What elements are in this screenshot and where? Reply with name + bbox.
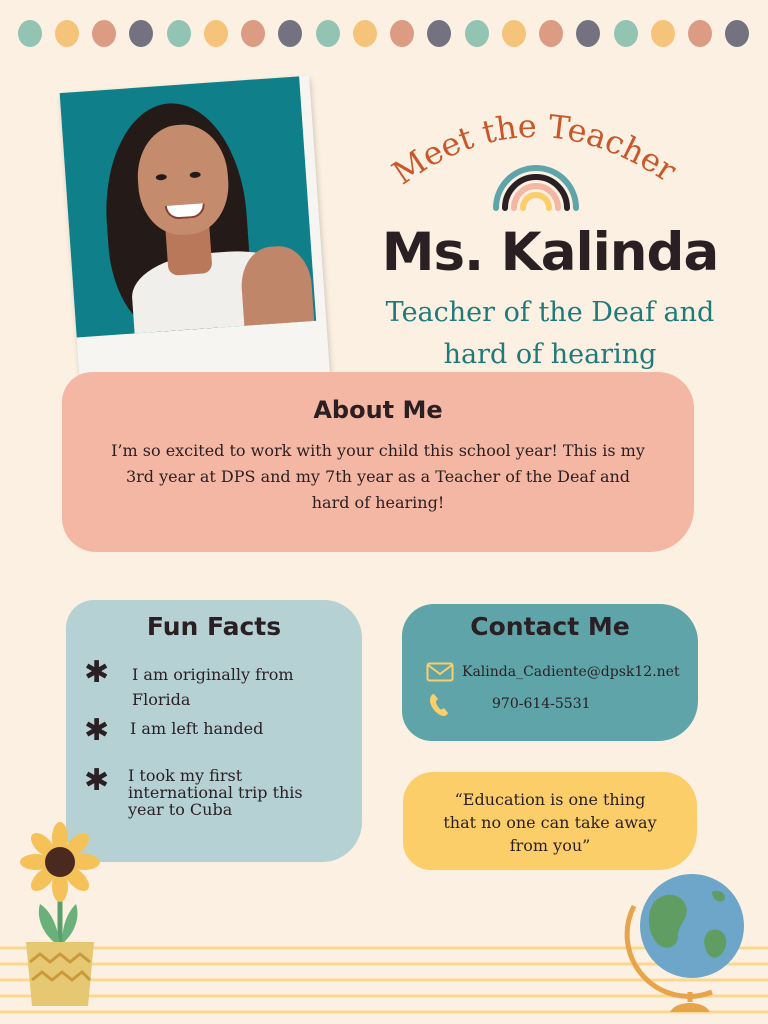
about-line-3: hard of hearing! (311, 493, 445, 512)
fun-fact-item (130, 716, 263, 741)
about-line-1: I’m so excited to work with your child this school year! This is my (111, 441, 645, 460)
dot (92, 20, 116, 47)
dot (129, 20, 153, 47)
role-line-2: hard of hearing (443, 339, 657, 370)
dot (241, 20, 265, 47)
contact-me-card (402, 604, 698, 741)
dot (353, 20, 377, 47)
globe-icon (620, 866, 756, 1016)
fun-facts-title: Fun Facts (146, 612, 282, 641)
svg-text:Meet the Teacher: Meet the Teacher (385, 106, 684, 193)
dot (725, 20, 749, 47)
dot (427, 20, 451, 47)
teacher-name: Ms. Kalinda (381, 222, 719, 283)
dot (204, 20, 228, 47)
dot (278, 20, 302, 47)
fun-fact-text: I took my first (128, 766, 243, 785)
dot (576, 20, 600, 47)
dot (502, 20, 526, 47)
fun-fact-text: I am originally from (132, 665, 294, 684)
dot (651, 20, 675, 47)
role-line-1: Teacher of the Deaf and (385, 297, 715, 328)
dot (390, 20, 414, 47)
dot (465, 20, 489, 47)
contact-me-title: Contact Me (470, 612, 630, 641)
fun-fact-text: international trip this (128, 783, 303, 802)
dot (614, 20, 638, 47)
asterisk-icon: ✱ (84, 655, 110, 690)
teacher-photo-polaroid (60, 76, 331, 398)
quote-text (413, 788, 687, 857)
quote-line-3: from you” (509, 836, 591, 855)
fun-fact-item (132, 662, 294, 712)
quote-line-2: that no one can take away (443, 813, 657, 832)
dot (316, 20, 340, 47)
fun-fact-text: Florida (132, 690, 191, 709)
about-me-title: About Me (313, 396, 443, 424)
fun-fact-text: I am left handed (130, 719, 264, 738)
phone-icon (428, 692, 450, 718)
fun-fact-text: year to Cuba (128, 800, 233, 819)
about-me-text (92, 438, 664, 516)
contact-email[interactable]: Kalinda_Cadiente@dpsk12.net (462, 664, 680, 680)
dot (55, 20, 79, 47)
dot (18, 20, 42, 47)
asterisk-icon: ✱ (84, 713, 110, 748)
teacher-photo (60, 76, 317, 337)
about-line-2: 3rd year at DPS and my 7th year as a Teacher of the Deaf and (125, 467, 631, 486)
decorative-dot-row (18, 20, 758, 48)
teacher-role (360, 292, 740, 376)
dot (688, 20, 712, 47)
rainbow-icon (490, 158, 582, 214)
quote-line-1: “Education is one thing (454, 790, 646, 809)
fun-fact-item (128, 767, 303, 818)
envelope-icon (426, 662, 454, 682)
sunflower-icon (12, 816, 112, 1016)
dot (167, 20, 191, 47)
contact-phone[interactable]: 970-614-5531 (492, 696, 591, 712)
quote-card (403, 772, 697, 870)
asterisk-icon: ✱ (84, 763, 110, 798)
about-me-card (62, 372, 694, 552)
dot (539, 20, 563, 47)
